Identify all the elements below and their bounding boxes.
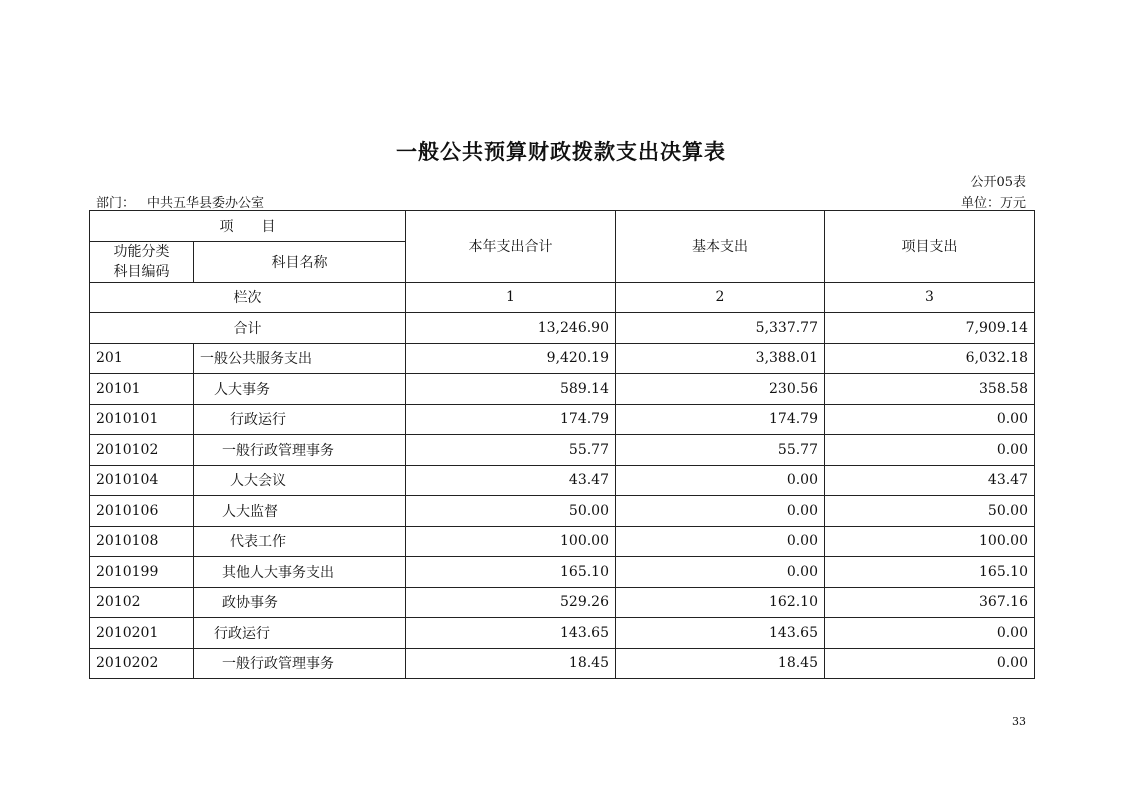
row-subject-name: 其他人大事务支出 xyxy=(194,557,406,588)
header-func-code-line1: 功能分类 xyxy=(113,243,170,260)
row-basic: 55.77 xyxy=(616,435,825,466)
header-basic: 基本支出 xyxy=(616,211,825,283)
total-amount: 13,246.90 xyxy=(406,313,616,344)
header-project-expense: 项目支出 xyxy=(825,211,1035,283)
row-basic: 174.79 xyxy=(616,404,825,435)
row-total: 165.10 xyxy=(406,557,616,588)
header-subject-name: 科目名称 xyxy=(194,241,406,282)
row-subject-name: 一般行政管理事务 xyxy=(194,648,406,679)
row-code: 2010104 xyxy=(90,465,194,496)
row-basic: 18.45 xyxy=(616,648,825,679)
row-basic: 230.56 xyxy=(616,374,825,405)
row-total: 43.47 xyxy=(406,465,616,496)
row-code: 2010199 xyxy=(90,557,194,588)
table-row xyxy=(90,526,1035,557)
table-row xyxy=(90,465,1035,496)
row-project: 358.58 xyxy=(825,374,1035,405)
header-func-code-line2: 科目编码 xyxy=(113,263,170,280)
row-basic: 0.00 xyxy=(616,526,825,557)
table-row xyxy=(90,435,1035,466)
table-row xyxy=(90,404,1035,435)
row-total: 100.00 xyxy=(406,526,616,557)
row-subject-name: 人大监督 xyxy=(194,496,406,527)
row-code: 20102 xyxy=(90,587,194,618)
row-project: 43.47 xyxy=(825,465,1035,496)
row-code: 2010106 xyxy=(90,496,194,527)
row-code: 20101 xyxy=(90,374,194,405)
unit-label: 单位：万元 xyxy=(960,196,1026,211)
department-line xyxy=(96,192,264,211)
row-code: 2010201 xyxy=(90,618,194,649)
department-name: 中共五华县委办公室 xyxy=(147,196,265,211)
header-total: 本年支出合计 xyxy=(406,211,616,283)
row-subject-name: 行政运行 xyxy=(194,618,406,649)
row-basic: 162.10 xyxy=(616,587,825,618)
row-subject-name: 一般行政管理事务 xyxy=(194,435,406,466)
row-basic: 0.00 xyxy=(616,465,825,496)
table-row xyxy=(90,343,1035,374)
expenditure-table xyxy=(89,210,1035,679)
total-project: 7,909.14 xyxy=(825,313,1035,344)
row-subject-name: 人大会议 xyxy=(194,465,406,496)
row-subject-name: 人大事务 xyxy=(194,374,406,405)
row-basic: 0.00 xyxy=(616,557,825,588)
row-total: 55.77 xyxy=(406,435,616,466)
row-project: 165.10 xyxy=(825,557,1035,588)
index-3: 3 xyxy=(825,282,1035,313)
row-basic: 3,388.01 xyxy=(616,343,825,374)
total-basic: 5,337.77 xyxy=(616,313,825,344)
row-project: 6,032.18 xyxy=(825,343,1035,374)
table-row xyxy=(90,618,1035,649)
row-total: 50.00 xyxy=(406,496,616,527)
index-2: 2 xyxy=(616,282,825,313)
index-label: 栏次 xyxy=(90,282,406,313)
row-subject-name: 政协事务 xyxy=(194,587,406,618)
row-total: 529.26 xyxy=(406,587,616,618)
row-code: 2010102 xyxy=(90,435,194,466)
row-project: 0.00 xyxy=(825,648,1035,679)
row-project: 367.16 xyxy=(825,587,1035,618)
row-project: 100.00 xyxy=(825,526,1035,557)
form-number: 公开05表 xyxy=(970,175,1026,190)
row-total: 18.45 xyxy=(406,648,616,679)
row-project: 0.00 xyxy=(825,404,1035,435)
header-row-project xyxy=(90,211,1035,242)
row-total: 589.14 xyxy=(406,374,616,405)
row-total: 9,420.19 xyxy=(406,343,616,374)
row-subject-name: 代表工作 xyxy=(194,526,406,557)
row-code: 2010101 xyxy=(90,404,194,435)
row-code: 2010202 xyxy=(90,648,194,679)
row-project: 50.00 xyxy=(825,496,1035,527)
row-basic: 0.00 xyxy=(616,496,825,527)
page-number: 33 xyxy=(1012,715,1026,728)
table-row xyxy=(90,648,1035,679)
row-code: 2010108 xyxy=(90,526,194,557)
row-total: 143.65 xyxy=(406,618,616,649)
total-row xyxy=(90,313,1035,344)
row-code: 201 xyxy=(90,343,194,374)
department-label: 部门： xyxy=(96,196,136,211)
row-basic: 143.65 xyxy=(616,618,825,649)
total-label: 合计 xyxy=(90,313,406,344)
document-title: 一般公共预算财政拨款支出决算表 xyxy=(396,139,726,164)
row-total: 174.79 xyxy=(406,404,616,435)
table-row xyxy=(90,374,1035,405)
table-row xyxy=(90,557,1035,588)
row-subject-name: 行政运行 xyxy=(194,404,406,435)
header-func-code xyxy=(90,241,194,282)
index-1: 1 xyxy=(406,282,616,313)
row-project: 0.00 xyxy=(825,435,1035,466)
header-project: 项 目 xyxy=(90,211,406,242)
row-project: 0.00 xyxy=(825,618,1035,649)
table-row xyxy=(90,496,1035,527)
table-row xyxy=(90,587,1035,618)
row-subject-name: 一般公共服务支出 xyxy=(194,343,406,374)
index-row xyxy=(90,282,1035,313)
